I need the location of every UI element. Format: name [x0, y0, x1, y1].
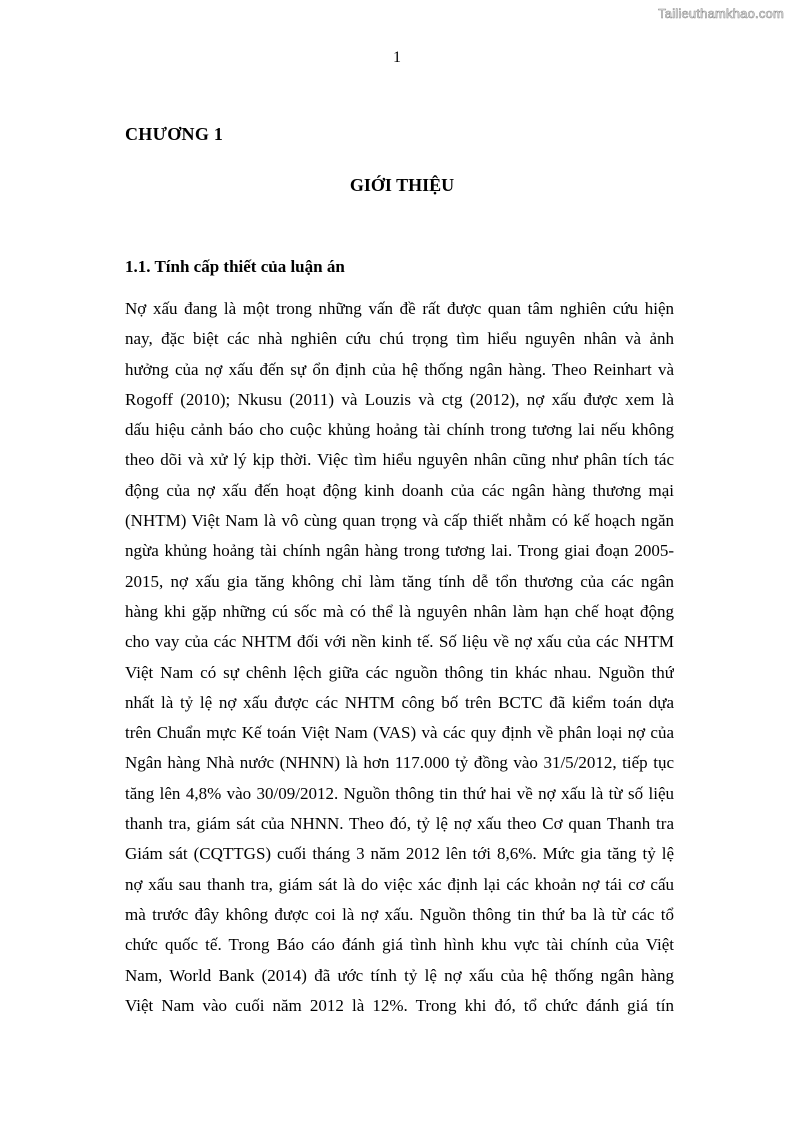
- paragraph-line: Rogoff (2010); Nkusu (2011) và Louzis và ctg (2012), nợ xấu được xem là: [125, 389, 674, 409]
- paragraph-line: ngừa khủng hoảng tài chính ngân hàng trong tương lai. Trong giai đoạn 2005-: [125, 541, 674, 561]
- paragraph-line: chức quốc tế. Trong Báo cáo đánh giá tình hình khu vực tài chính của Việt: [125, 935, 674, 955]
- paragraph-line: cho vay của các NHTM đối với nền kinh tế. Số liệu về nợ xấu của các NHTM: [125, 632, 674, 652]
- paragraph-line: Việt Nam vào cuối năm 2012 là 12%. Trong khi đó, tổ chức đánh giá tín: [125, 995, 674, 1015]
- section-heading: 1.1. Tính cấp thiết của luận án: [125, 257, 345, 276]
- paragraph-line: nhất là tỷ lệ nợ xấu được các NHTM công bố trên BCTC đã kiểm toán dựa: [125, 692, 674, 712]
- paragraph-line: Nam, World Bank (2014) đã ước tính tỷ lệ nợ xấu của hệ thống ngân hàng: [125, 965, 674, 985]
- chapter-label: CHƯƠNG 1: [125, 124, 224, 144]
- paragraph-line: theo dõi và xử lý kịp thời. Việc tìm hiểu nguyên nhân cũng như phân tích tác: [125, 450, 674, 470]
- paragraph-line: Ngân hàng Nhà nước (NHNN) là hơn 117.000 tỷ đồng vào 31/5/2012, tiếp tục: [125, 753, 674, 773]
- paragraph-line: động của nợ xấu đến hoạt động kinh doanh của các ngân hàng thương mại: [125, 480, 674, 500]
- paragraph-line: nợ xấu sau thanh tra, giám sát là do việc xác định lại các khoản nợ tái cơ cấu: [125, 874, 674, 894]
- paragraph-line: nay, đặc biệt các nhà nghiên cứu chú trọng tìm hiểu nguyên nhân và ảnh: [125, 329, 674, 349]
- paragraph-line: (NHTM) Việt Nam là vô cùng quan trọng và cấp thiết nhằm có kế hoạch ngăn: [125, 511, 674, 531]
- paragraph-line: Giám sát (CQTTGS) cuối tháng 3 năm 2012 lên tới 8,6%. Mức gia tăng tỷ lệ: [125, 844, 674, 864]
- paragraph-line: 2015, nợ xấu gia tăng không chỉ làm tăng tính dễ tổn thương của các ngân: [125, 571, 674, 591]
- paragraph-line: mà trước đây không được coi là nợ xấu. Nguồn thông tin thứ ba là từ các tổ: [125, 904, 674, 924]
- paragraph-line: trên Chuẩn mực Kế toán Việt Nam (VAS) và các quy định về phân loại nợ của: [125, 723, 674, 743]
- paragraph-line: thanh tra, giám sát của NHNN. Theo đó, tỷ lệ nợ xấu theo Cơ quan Thanh tra: [125, 814, 674, 834]
- chapter-title: GIỚI THIỆU: [349, 175, 455, 195]
- paragraph-line: Nợ xấu đang là một trong những vấn đề rất được quan tâm nghiên cứu hiện: [125, 299, 674, 318]
- paragraph-line: tăng lên 4,8% vào 30/09/2012. Nguồn thông tin thứ hai về nợ xấu là từ số liệu: [125, 783, 674, 803]
- paragraph-line: Việt Nam có sự chênh lệch giữa các nguồn thông tin khác nhau. Nguồn thứ: [125, 662, 674, 682]
- paragraph-line: dấu hiệu cảnh báo cho cuộc khủng hoảng tài chính trong tương lai nếu không: [125, 420, 674, 440]
- body-paragraph: [125, 294, 674, 1021]
- watermark-text: Tailieuthamkhao.com: [658, 6, 784, 21]
- paragraph-line: hàng khi gặp những cú sốc mà có thể là nguyên nhân làm hạn chế hoạt động: [125, 601, 674, 621]
- page-number: 1: [393, 49, 401, 66]
- paragraph-line: hưởng của nợ xấu đến sự ổn định của hệ thống ngân hàng. Theo Reinhart và: [125, 359, 674, 379]
